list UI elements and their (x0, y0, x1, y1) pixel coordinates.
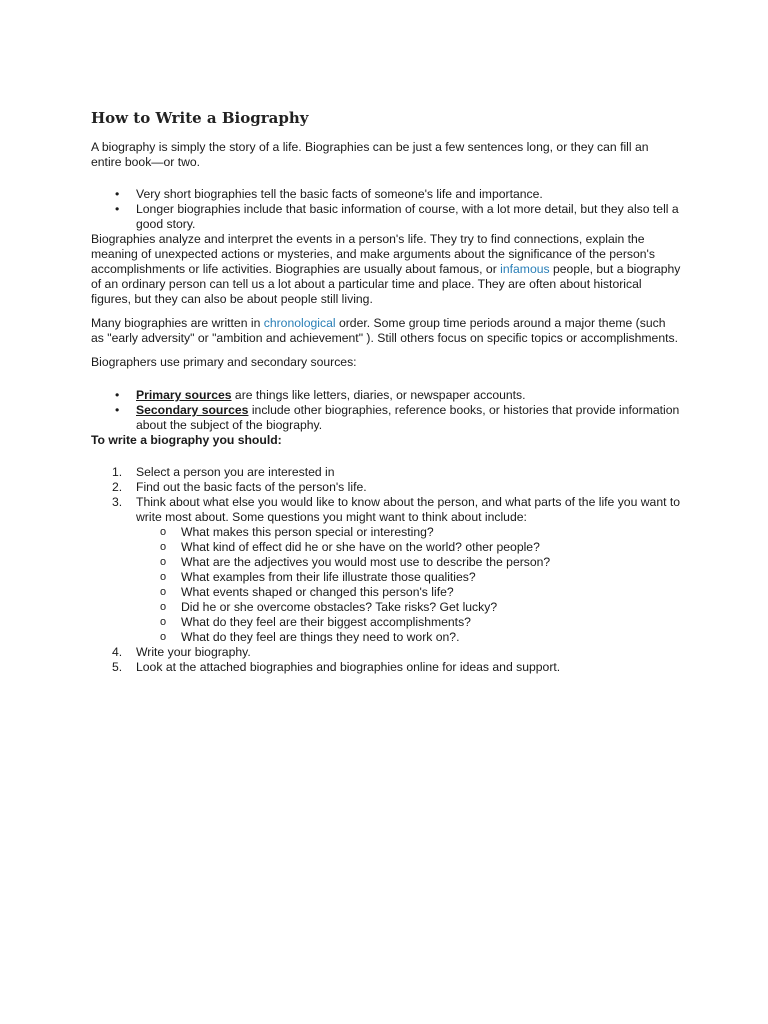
short-long-bullet-list (91, 187, 681, 232)
question-item: o What events shaped or changed this person's life? (160, 585, 454, 599)
step-item: 2. Find out the basic facts of the person's life. (112, 480, 367, 494)
bullet-icon: • (115, 388, 120, 402)
primary-sources-term: Primary sources (136, 388, 232, 402)
analysis-paragraph: Biographies analyze and interpret the events in a person's life. They try to find connections, explain the meaning of unexpected actions or mysteries, and make arguments about the significance of the person's accomplishments or life activities. Biographies are usually about famous, or infamous people, but a biography of an ordinary person can tell us a lot about a particular time and place. They are often about historical figures, but they can also be about people still living. (91, 232, 681, 306)
question-item: o What are the adjectives you would most use to describe the person? (160, 555, 551, 569)
step-item: 5. Look at the attached biographies and biographies online for ideas and support. (112, 660, 561, 674)
steps-list (91, 465, 681, 675)
circle-bullet-icon: o (160, 556, 167, 568)
list-item: • Primary sources are things like letters, diaries, or newspaper accounts. (115, 388, 526, 402)
step-item: 1. Select a person you are interested in (112, 465, 335, 479)
circle-bullet-icon: o (160, 586, 167, 598)
circle-bullet-icon: o (160, 571, 167, 583)
list-item: • Very short biographies tell the basic facts of someone's life and importance. (115, 187, 543, 201)
list-item: • Longer biographies include that basic information of course, with a lot more detail, but they also tell a good story. (115, 202, 679, 231)
question-item: o Did he or she overcome obstacles? Take risks? Get lucky? (160, 600, 498, 614)
step-item: 3. Think about what else you would like to know about the person, and what parts of the life you want to write most about. Some questions you might want to think about include: o What makes this person special or interesting? o What kind of effect did he or she have on the world? other people? o What are the adjectives you would most use to describe the person? o What examples from their life illustrate those qualities? o What events shaped or changed this person's life? o Did he or she overcome obstacles? Take risks? Get lucky? o What do they feel are their biggest accomplishments? o What do they feel are things they need to work on?. (112, 495, 681, 644)
question-item: o What kind of effect did he or she have on the world? other people? (160, 540, 540, 554)
page-title: How to Write a Biography (91, 109, 309, 127)
bullet-icon: • (115, 187, 120, 201)
circle-bullet-icon: o (160, 601, 167, 613)
document-page (91, 108, 681, 675)
list-item: • Secondary sources include other biographies, reference books, or histories that provide information about the subject of the biography. (115, 403, 680, 432)
question-item: o What do they feel are their biggest accomplishments? (160, 615, 471, 629)
question-item: o What do they feel are things they need to work on?. (160, 630, 460, 644)
chronology-paragraph: Many biographies are written in chronological order. Some group time periods around a major theme (such as "early adversity" or "ambition and achievement" ). Still others focus on specific topics or accomplishments. (91, 316, 678, 345)
question-item: o What examples from their life illustrate those qualities? (160, 570, 476, 584)
bullet-icon: • (115, 202, 120, 216)
questions-sub-list (136, 525, 681, 645)
sources-bullet-list (91, 388, 681, 433)
chronological-link[interactable]: chronological (263, 316, 336, 330)
infamous-link[interactable]: infamous (500, 262, 550, 276)
sources-intro-paragraph: Biographers use primary and secondary sources: (91, 355, 357, 369)
bullet-icon: • (115, 403, 120, 417)
circle-bullet-icon: o (160, 631, 167, 643)
question-item: o What makes this person special or interesting? (160, 525, 434, 539)
circle-bullet-icon: o (160, 616, 167, 628)
steps-heading: To write a biography you should: (91, 433, 282, 447)
circle-bullet-icon: o (160, 526, 167, 538)
secondary-sources-term: Secondary sources (136, 403, 249, 417)
circle-bullet-icon: o (160, 541, 167, 553)
intro-paragraph: A biography is simply the story of a life. Biographies can be just a few sentences long, or they can fill an entire book—or two. (91, 140, 649, 169)
step-item: 4. Write your biography. (112, 645, 251, 659)
